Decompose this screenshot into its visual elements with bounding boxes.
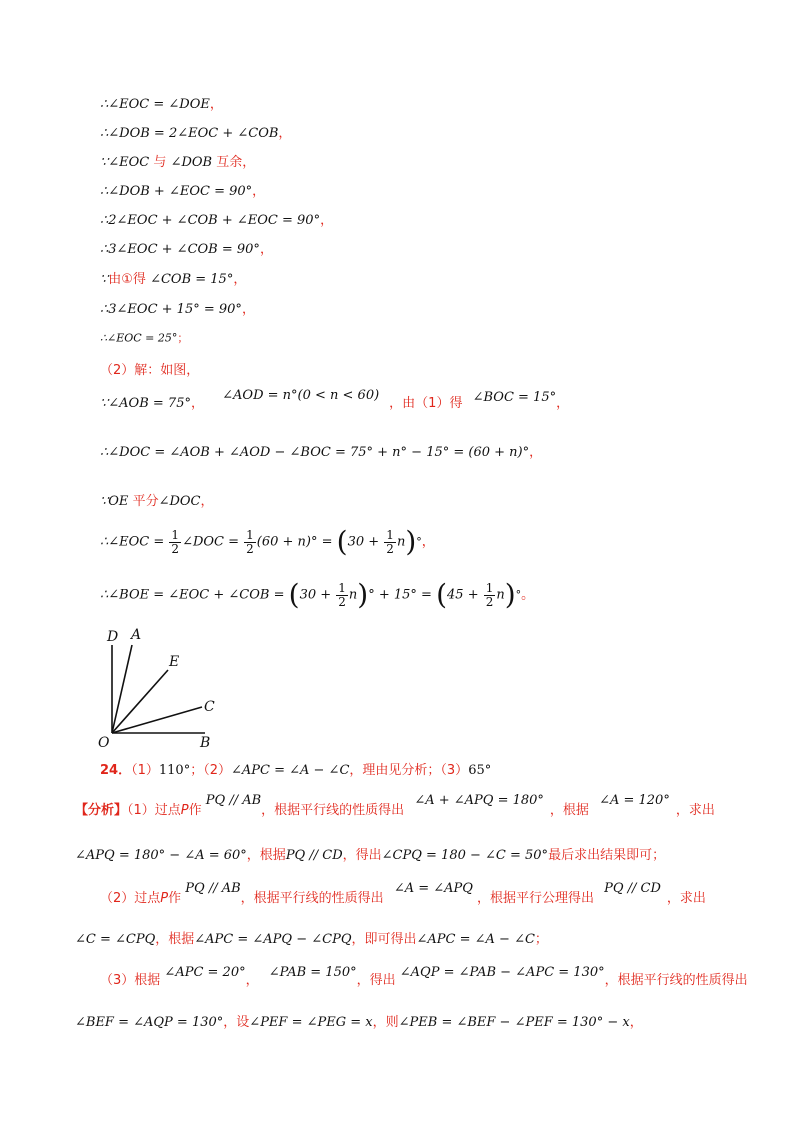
proof-line-9: ∴∠EOC = 25°； bbox=[100, 331, 189, 345]
fraction-half: $\frac{1}{2}$ bbox=[171, 527, 180, 556]
label-C: C bbox=[204, 699, 215, 715]
fraction-half: $\frac{1}{2}$ bbox=[386, 527, 394, 556]
label-E: E bbox=[169, 654, 180, 670]
label-D: D bbox=[107, 629, 119, 645]
paren-open: ( bbox=[436, 578, 448, 611]
part2-line-5: ∴∠BOE = ∠EOC + ∠COB = (30 + $\frac{1}{2}$ n)° + 15° = (45 + $\frac{1}{2}$ n)°。 bbox=[100, 578, 535, 611]
part2-heading: （2）解：如图， bbox=[100, 363, 200, 378]
paren-open: ( bbox=[288, 578, 300, 611]
label-O: O bbox=[98, 735, 110, 750]
q24-answer: 24．（1）110°；（2）∠APC = ∠A − ∠C，理由见分析；（3）65° bbox=[100, 763, 492, 778]
fraction-half: $\frac{1}{2}$ bbox=[246, 527, 254, 556]
analysis-line-2: ∠APQ = 180° − ∠A = 60°，根据PQ // CD，得出∠CPQ = 180 − ∠C = 50°最后求出结果即可； bbox=[75, 848, 666, 863]
ray-OC bbox=[112, 707, 202, 733]
paren-open: ( bbox=[336, 525, 348, 558]
part2-line-1: ∵∠AOB = 75°， ∠AOD = n°(0 < n < 60)，由（1）得 ∠BOC = 15°， bbox=[100, 388, 570, 411]
proof-line-6: ∴3∠EOC + ∠COB = 90°， bbox=[100, 242, 273, 257]
proof-line-2: ∴∠DOB = 2∠EOC + ∠COB， bbox=[100, 126, 292, 141]
proof-line-5: ∴2∠EOC + ∠COB + ∠EOC = 90°， bbox=[100, 213, 334, 228]
part2-line-3: ∵OE 平分∠DOC， bbox=[100, 494, 214, 509]
paren-close: ) bbox=[504, 578, 516, 611]
label-B: B bbox=[200, 735, 211, 750]
proof-line-3: ∵∠EOC 与 ∠DOB 互余， bbox=[100, 155, 256, 170]
proof-line-7: ∵由①得 ∠COB = 15°， bbox=[100, 272, 247, 287]
analysis-line-6: ∠BEF = ∠AQP = 130°，设∠PEF = ∠PEG = x，则∠PEB = ∠BEF − ∠PEF = 130° − x， bbox=[75, 1015, 643, 1030]
label-A: A bbox=[131, 627, 142, 643]
part2-line-4: ∴∠EOC = $\frac{1}{2}$ ∠DOC = $\frac{1}{2}$ (60 + n)° = (30 + $\frac{1}{2}$ n)°， bbox=[100, 525, 435, 558]
ray-OE bbox=[112, 670, 168, 733]
fraction-half: $\frac{1}{2}$ bbox=[338, 580, 346, 609]
angle-diagram bbox=[95, 625, 235, 750]
proof-line-4: ∴∠DOB + ∠EOC = 90°， bbox=[100, 184, 266, 199]
ray-OA bbox=[112, 645, 132, 733]
paren-close: ) bbox=[357, 578, 369, 611]
fraction-half: $\frac{1}{2}$ bbox=[485, 580, 494, 609]
proof-line-8: ∴3∠EOC + 15° = 90°， bbox=[100, 302, 255, 317]
analysis-line-4: ∠C = ∠CPQ，根据∠APC = ∠APQ − ∠CPQ，即可得出∠APC = ∠A − ∠C； bbox=[75, 932, 548, 947]
analysis-line-3: （2）过点P作 PQ // AB，根据平行线的性质得出 ∠A = ∠APQ，根据平行公理得出 PQ // CD，求出 bbox=[100, 881, 706, 906]
proof-line-1: ∴∠EOC = ∠DOE， bbox=[100, 97, 223, 112]
part2-line-2: ∴∠DOC = ∠AOB + ∠AOD − ∠BOC = 75° + n° − 15° = (60 + n)°， bbox=[100, 445, 543, 460]
paren-close: ) bbox=[405, 525, 417, 558]
analysis-line-1: 【分析】（1）过点P作 PQ // AB，根据平行线的性质得出 ∠A + ∠APQ = 180°，根据 ∠A = 120°，求出 bbox=[75, 793, 715, 818]
analysis-line-5: （3）根据 ∠APC = 20°， ∠PAB = 150°，得出 ∠AQP = ∠PAB − ∠APC = 130°，根据平行线的性质得出 bbox=[100, 965, 748, 988]
